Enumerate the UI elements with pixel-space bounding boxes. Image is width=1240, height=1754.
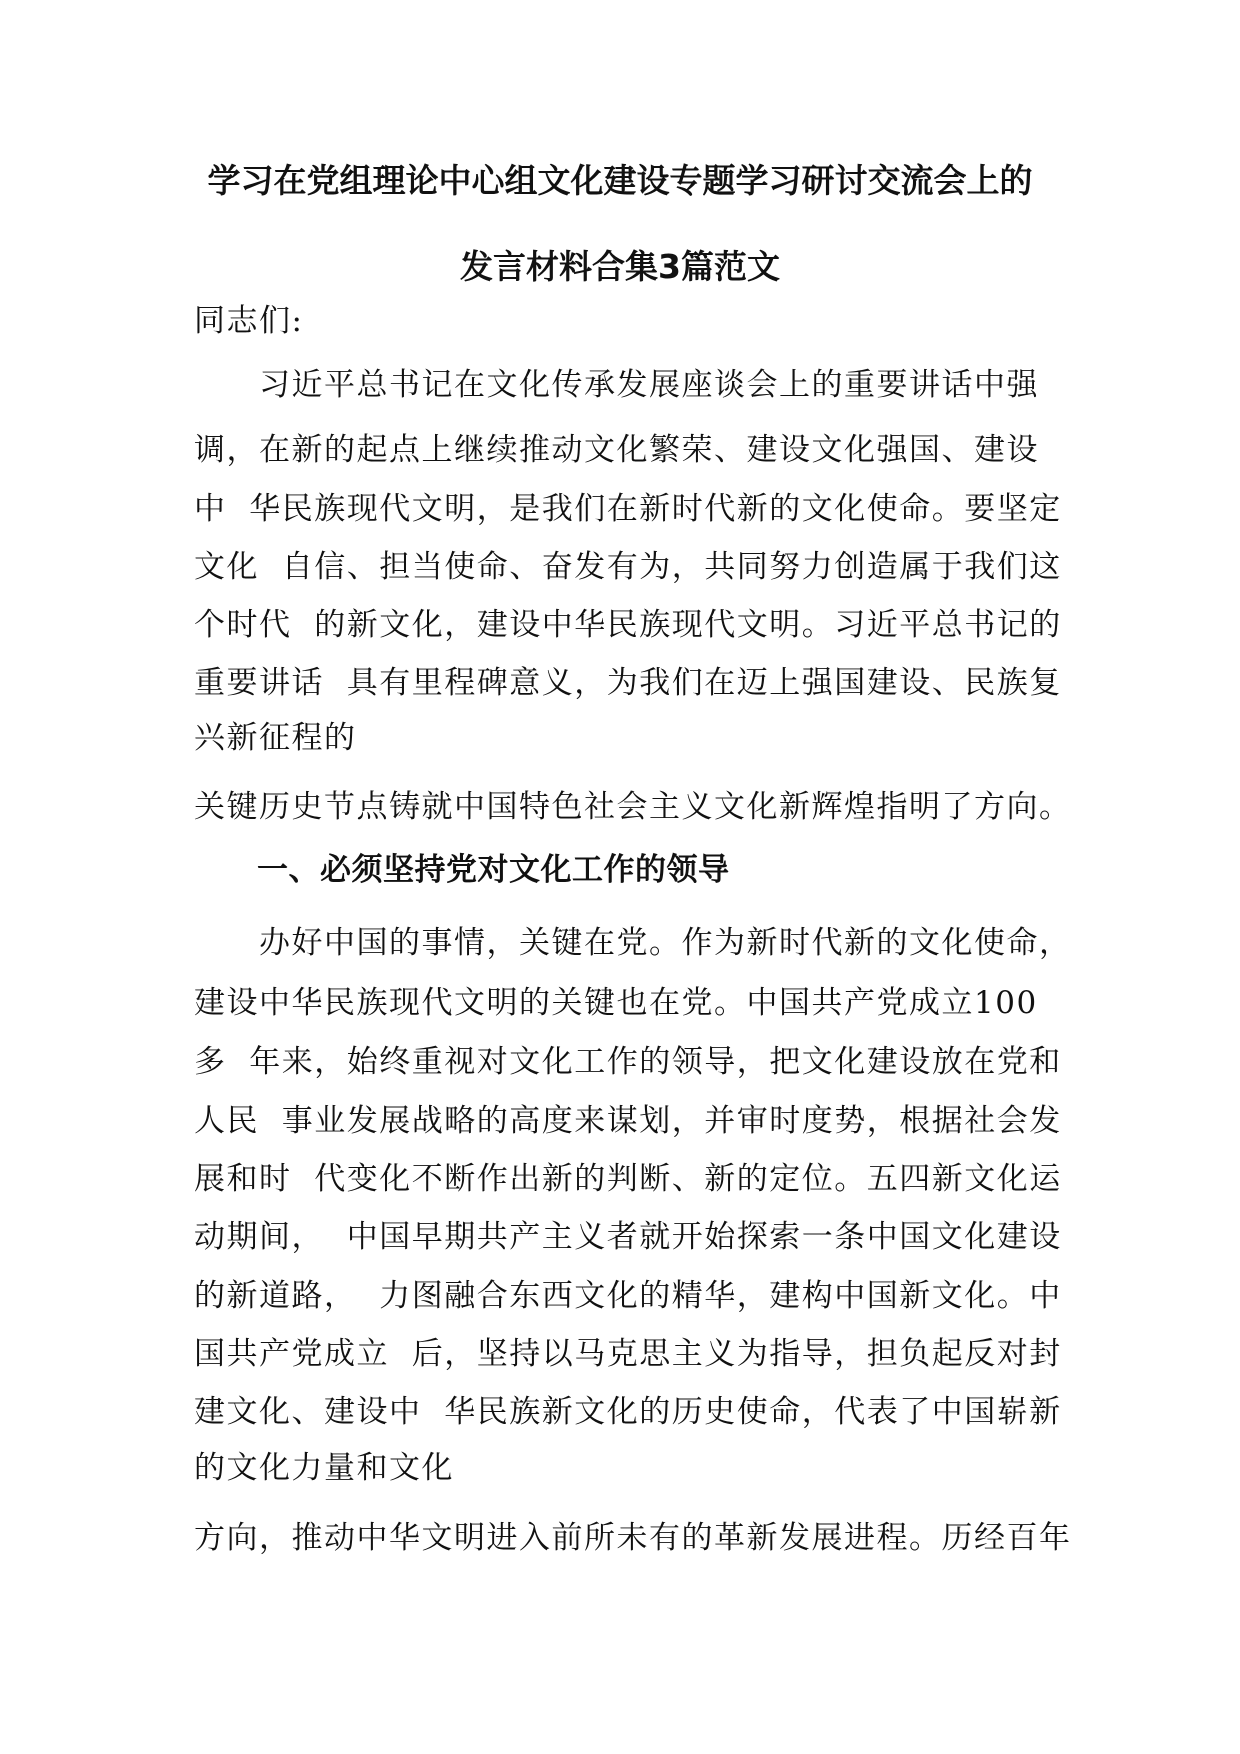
section-paragraph-line: 的文化力量和文化 bbox=[194, 1450, 454, 1486]
intro-paragraph-line: 中 华民族现代文明，是我们在新时代新的文化使命。要坚定 bbox=[194, 491, 1062, 527]
intro-paragraph-line: 兴新征程的 bbox=[194, 720, 357, 756]
section-paragraph-line: 动期间， 中国早期共产主义者就开始探索一条中国文化建设 bbox=[194, 1219, 1062, 1255]
intro-paragraph-line: 文化 自信、担当使命、奋发有为，共同努力创造属于我们这 bbox=[194, 549, 1062, 585]
section-heading: 一、必须坚持党对文化工作的领导 bbox=[194, 852, 730, 888]
document-title-line-2: 发言材料合集3篇范文 bbox=[460, 247, 780, 286]
intro-paragraph-line: 调，在新的起点上继续推动文化繁荣、建设文化强国、建设 bbox=[194, 432, 1039, 468]
intro-paragraph-line: 重要讲话 具有里程碑意义，为我们在迈上强国建设、民族复 bbox=[194, 665, 1062, 701]
section-paragraph-line: 多 年来，始终重视对文化工作的领导，把文化建设放在党和 bbox=[194, 1044, 1062, 1080]
section-paragraph-line: 展和时 代变化不断作出新的判断、新的定位。五四新文化运 bbox=[194, 1161, 1062, 1197]
section-paragraph-line: 建文化、建设中 华民族新文化的历史使命，代表了中国崭新 bbox=[194, 1394, 1062, 1430]
document-title-line-1: 学习在党组理论中心组文化建设专题学习研讨交流会上的 bbox=[207, 161, 1033, 200]
section-paragraph-line: 办好中国的事情，关键在党。作为新时代新的文化使命， bbox=[194, 925, 1072, 961]
intro-paragraph-line: 个时代 的新文化，建设中华民族现代文明。习近平总书记的 bbox=[194, 607, 1062, 643]
intro-paragraph-line: 习近平总书记在文化传承发展座谈会上的重要讲话中强 bbox=[194, 367, 1039, 403]
section-paragraph-line: 国共产党成立 后，坚持以马克思主义为指导，担负起反对封 bbox=[194, 1336, 1062, 1372]
section-paragraph-line: 建设中华民族现代文明的关键也在党。中国共产党成立100 bbox=[194, 985, 1038, 1021]
salutation: 同志们: bbox=[194, 303, 304, 339]
intro-paragraph-line: 关键历史节点铸就中国特色社会主义文化新辉煌指明了方向。 bbox=[194, 789, 1072, 825]
section-paragraph-line: 方向，推动中华文明进入前所未有的革新发展进程。历经百年 bbox=[194, 1520, 1072, 1556]
section-paragraph-line: 的新道路， 力图融合东西文化的精华，建构中国新文化。中 bbox=[194, 1278, 1062, 1314]
section-paragraph-line: 人民 事业发展战略的高度来谋划，并审时度势，根据社会发 bbox=[194, 1103, 1062, 1139]
